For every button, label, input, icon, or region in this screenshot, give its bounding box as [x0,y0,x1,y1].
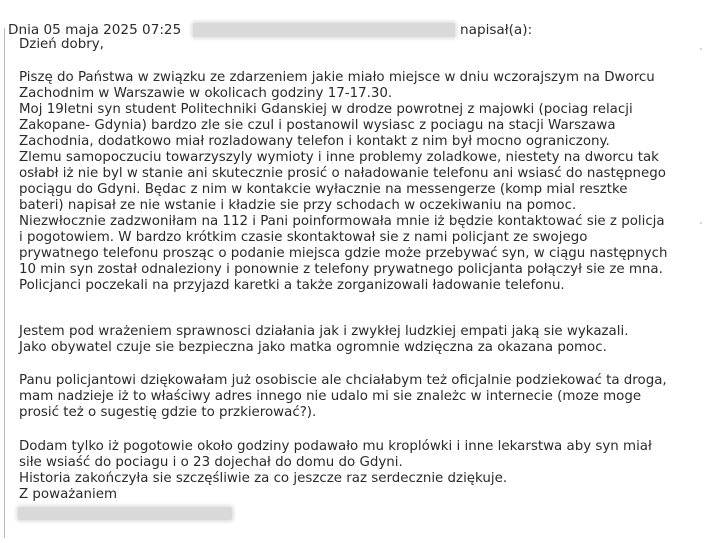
email-header-wrote: napisał(a): [460,22,533,38]
body-line: Historia zakończyła sie szczęśliwie za co jeszcze raz serdecznie dziękuje. [19,471,508,486]
body-line: Zachodnim w Warszawie w okolicach godziny 17-17.30. [19,86,393,101]
scan-speck [700,222,702,224]
redacted-signature [18,507,232,520]
email-header-date: Dnia 05 maja 2025 07:25 [8,22,182,38]
body-line: osłabł iż nie byl w stanie ani skutecznie prosić o naładowanie telefonu ani wsiasć do następnego [19,166,666,181]
body-line: mam nadzieje iż to właściwy adres innego nie udalo mi sie znależc w internecie (moze moge [19,389,642,404]
body-line: Jestem pod wrażeniem sprawnosci działania jak i zwykłej ludzkiej empati jaką sie wykazali. [19,324,629,339]
body-line: Niezwłocznie zadzwoniłam na 112 i Pani poinformowała mnie iż będzie kontaktować sie z policja [19,214,665,229]
body-line: Jako obywatel czuje sie bezpieczna jako matka ogromnie wdzięczna za okazana pomoc. [19,340,607,355]
body-line: siłe wsiaść do pociagu i o 23 dojechał do domu do Gdyni. [19,455,403,470]
body-line: Dodam tylko iż pogotowie około godziny podawało mu kroplówki i inne lekarstwa aby syn miał [19,439,652,454]
body-line: Zlemu samopoczuciu towarzyszyly wymioty i inne problemy zoladkowe, niestety na dworcu tak [19,150,659,165]
redacted-sender [193,23,455,37]
body-line: Panu policjantowi dziękowałam już osobiscie ale chciałabym też oficjalnie podziekować ta droga, [19,373,667,388]
quote-border [4,28,5,538]
body-line: Piszę do Państwa w związku ze zdarzeniem jakie miało miejsce w dniu wczorajszym na Dworcu [19,70,655,85]
body-line: Policjanci poczekali na przyjazd karetki a także zorganizowali ładowanie telefonu. [19,278,565,293]
body-line: pociągu do Gdyni. Będac z nim w kontakcie wyłacznie na messengerze (komp mial resztke [19,182,628,197]
scan-speck [700,48,702,50]
body-line: i pogotowiem. W bardzo krótkim czasie skontaktował sie z nami policjant ze swojego [19,230,588,245]
closing: Z poważaniem [19,487,118,502]
body-line: prywatnego telefonu prosząc o podanie miejsca gdzie może przebywać syn, w ciągu następnych [19,246,668,261]
body-line: bateri) napisał ze nie wstanie i kładzie sie przy schodach w oczekiwaniu na pomoc. [19,198,577,213]
greeting: Dzień dobry, [19,37,104,52]
body-line: prosić też o sugestię gdzie to przkierować?). [19,405,317,420]
body-line: Moj 19letni syn student Politechniki Gdanskiej w drodze powrotnej z majowki (pociag relacji [19,102,633,117]
body-line: Zakopane- Gdynia) bardzo zle sie czul i postanowil wysiasc z pociagu na stacji Warszawa [19,118,616,133]
body-line: 10 min syn został odnaleziony i ponownie z telefony prywatnego policjanta połączył sie ze mna. [19,262,663,277]
body-line: Zachodnia, dodatkowo miał rozladowany telefon i kontakt z nim był mocno ograniczony. [19,134,610,149]
